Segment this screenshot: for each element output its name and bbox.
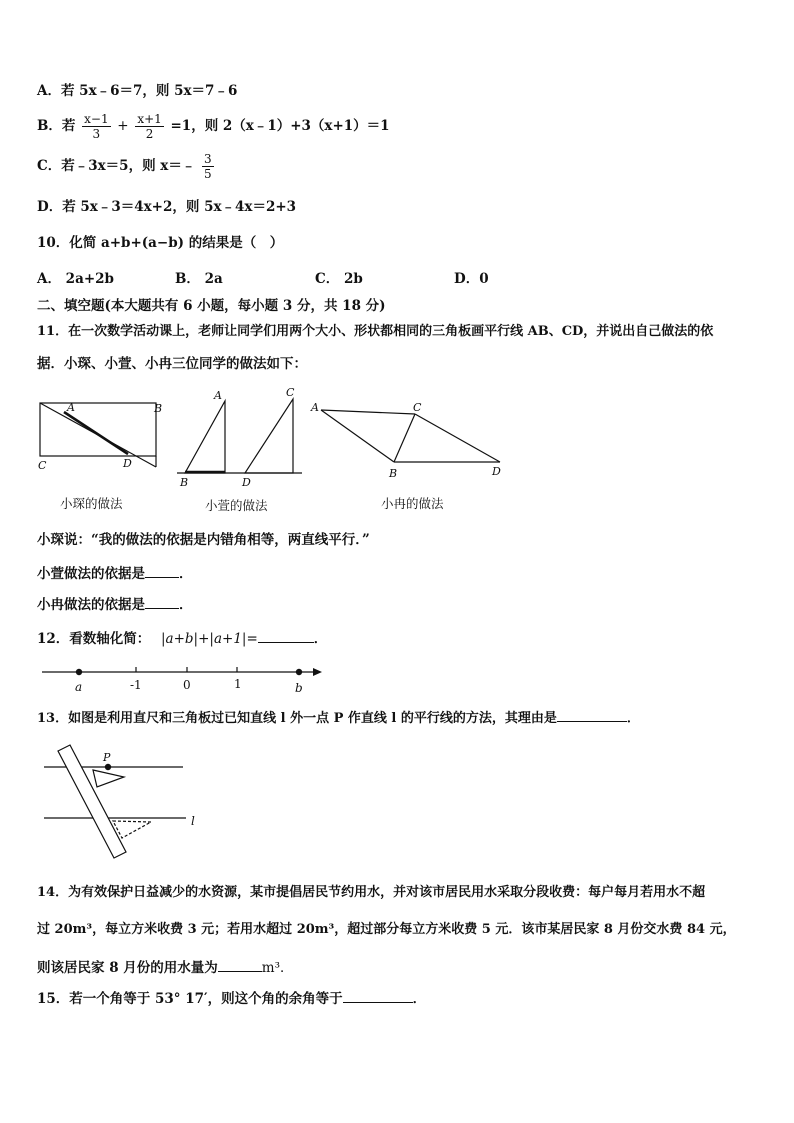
label-a: A bbox=[214, 389, 222, 402]
answer-blank[interactable] bbox=[145, 563, 179, 578]
unit: m³． bbox=[261, 960, 294, 976]
option-b-suffix: =1，则 2（x﹣1）+3（x+1）＝1 bbox=[170, 118, 390, 134]
q11-statement-1: 小琛说：“我的做法的依据是内错角相等，两直线平行．” bbox=[37, 532, 370, 548]
answer-blank[interactable] bbox=[218, 957, 262, 972]
period: ． bbox=[626, 711, 640, 726]
label-a: A bbox=[67, 401, 75, 414]
question-15-text: 15．若一个角等于 53° 17′，则这个角的余角等于 bbox=[37, 991, 343, 1007]
fig13 bbox=[44, 745, 195, 858]
question-12 bbox=[37, 628, 327, 648]
fraction-2-num: x+1 bbox=[137, 112, 162, 126]
q11-statement-2 bbox=[37, 563, 193, 583]
q10-choice-c: C． 2b bbox=[315, 271, 363, 287]
option-c-text: C．若﹣3x＝5，则 x＝﹣ bbox=[37, 158, 196, 174]
label-c: C bbox=[38, 459, 47, 472]
answer-blank[interactable] bbox=[258, 628, 314, 643]
label-b: B bbox=[180, 476, 189, 489]
arrow-head bbox=[313, 668, 322, 676]
q11-statement-3-text: 小冉做法的依据是 bbox=[37, 597, 145, 613]
period: ． bbox=[179, 597, 193, 613]
question-14-line2: 过 20m³，每立方米收费 3 元；若用水超过 20m³，超过部分每立方米收费 5 元．该市某居民家 8 月份交水费 84 元， bbox=[37, 922, 736, 937]
label-c: C bbox=[413, 401, 422, 414]
label-d: D bbox=[123, 457, 132, 470]
label-b: b bbox=[295, 681, 303, 695]
q11-statement-2-text: 小萱做法的依据是 bbox=[37, 566, 145, 582]
fig11-panel-2 bbox=[177, 386, 302, 489]
fraction-2-den: 2 bbox=[145, 127, 154, 141]
question-14-line3 bbox=[37, 957, 294, 977]
question-14-line1: 14．为有效保护日益减少的水资源，某市提倡居民节约用水，并对该市居民用水采取分段收费：每户每月若用水不超 bbox=[37, 885, 706, 900]
label-c: C bbox=[286, 386, 295, 399]
fraction-1-den: 3 bbox=[92, 127, 101, 141]
option-d: D．若 5x﹣3＝4x+2，则 5x﹣4x＝2+3 bbox=[37, 199, 297, 215]
fraction-1-num: x−1 bbox=[84, 112, 109, 126]
triangle-1 bbox=[185, 401, 225, 473]
ruler bbox=[58, 745, 126, 858]
segment-ab bbox=[321, 410, 394, 462]
drawn-line-ad bbox=[64, 412, 128, 454]
fraction-3-den: 5 bbox=[204, 167, 212, 181]
caption-1: 小琛的做法 bbox=[60, 496, 123, 511]
label-b: B bbox=[389, 467, 398, 480]
fig11-panel-1 bbox=[38, 401, 162, 472]
period: ． bbox=[179, 566, 193, 582]
segment-cd bbox=[415, 414, 500, 462]
label-one: 1 bbox=[234, 677, 242, 691]
segment-ac bbox=[321, 410, 415, 414]
answer-blank[interactable] bbox=[343, 988, 413, 1003]
label-minus-one: -1 bbox=[130, 678, 142, 692]
option-a: A．若 5x﹣6＝7，则 5x＝7﹣6 bbox=[37, 83, 238, 99]
option-b-prefix: B．若 bbox=[37, 118, 76, 134]
segment-cb bbox=[394, 414, 415, 462]
q10-choice-d: D．0 bbox=[454, 271, 489, 287]
answer-blank[interactable] bbox=[557, 707, 627, 722]
label-l: l bbox=[191, 814, 195, 828]
question-13 bbox=[37, 707, 640, 728]
label-d: D bbox=[242, 476, 251, 489]
point-b bbox=[296, 669, 302, 675]
question-11-line1: 11．在一次数学活动课上，老师让同学们用两个大小、形状都相同的三角板画平行线 AB、CD，并说出自己做法的依 bbox=[37, 324, 714, 339]
triangle-2 bbox=[245, 399, 293, 473]
number-line bbox=[42, 667, 322, 695]
question-12-text: 12．看数轴化简： bbox=[37, 631, 151, 647]
plus-sign: + bbox=[117, 118, 129, 134]
answer-blank[interactable] bbox=[145, 594, 179, 609]
question-14-line3-text: 则该居民家 8 月份的用水量为 bbox=[37, 960, 218, 976]
question-15 bbox=[37, 988, 426, 1008]
q10-choice-a: A． 2a+2b bbox=[37, 271, 114, 287]
period: ． bbox=[412, 991, 427, 1007]
fig11-panel-3 bbox=[310, 401, 501, 480]
triangle-dashed bbox=[113, 821, 151, 838]
label-b: B bbox=[154, 402, 163, 415]
question-11-line2: 据．小琛、小萱、小冉三位同学的做法如下： bbox=[37, 356, 307, 372]
caption-2: 小萱的做法 bbox=[205, 498, 268, 513]
label-a: A bbox=[311, 401, 319, 414]
label-zero: 0 bbox=[183, 678, 191, 692]
triangle-top bbox=[93, 770, 124, 787]
point-a bbox=[76, 669, 82, 675]
point-p bbox=[105, 764, 111, 770]
rectangle-ruler bbox=[40, 403, 156, 456]
label-p: P bbox=[103, 751, 111, 764]
question-10: 10．化简 a+b+(a−b) 的结果是（ ） bbox=[37, 235, 284, 251]
q11-statement-3 bbox=[37, 594, 193, 614]
label-a: a bbox=[75, 680, 83, 694]
section-heading: 二、填空题(本大题共有 6 小题，每小题 3 分，共 18 分) bbox=[37, 298, 386, 314]
caption-3: 小冉的做法 bbox=[381, 496, 444, 511]
q10-choice-b: B． 2a bbox=[175, 271, 223, 287]
period: ． bbox=[313, 631, 328, 647]
question-13-text: 13．如图是利用直尺和三角板过已知直线 l 外一点 P 作直线 l 的平行线的方法，其理由是 bbox=[37, 711, 557, 726]
q12-expression: |a+b|+|a+1|= bbox=[161, 631, 258, 647]
label-d: D bbox=[492, 465, 501, 478]
fraction-3-num: 3 bbox=[204, 152, 212, 166]
